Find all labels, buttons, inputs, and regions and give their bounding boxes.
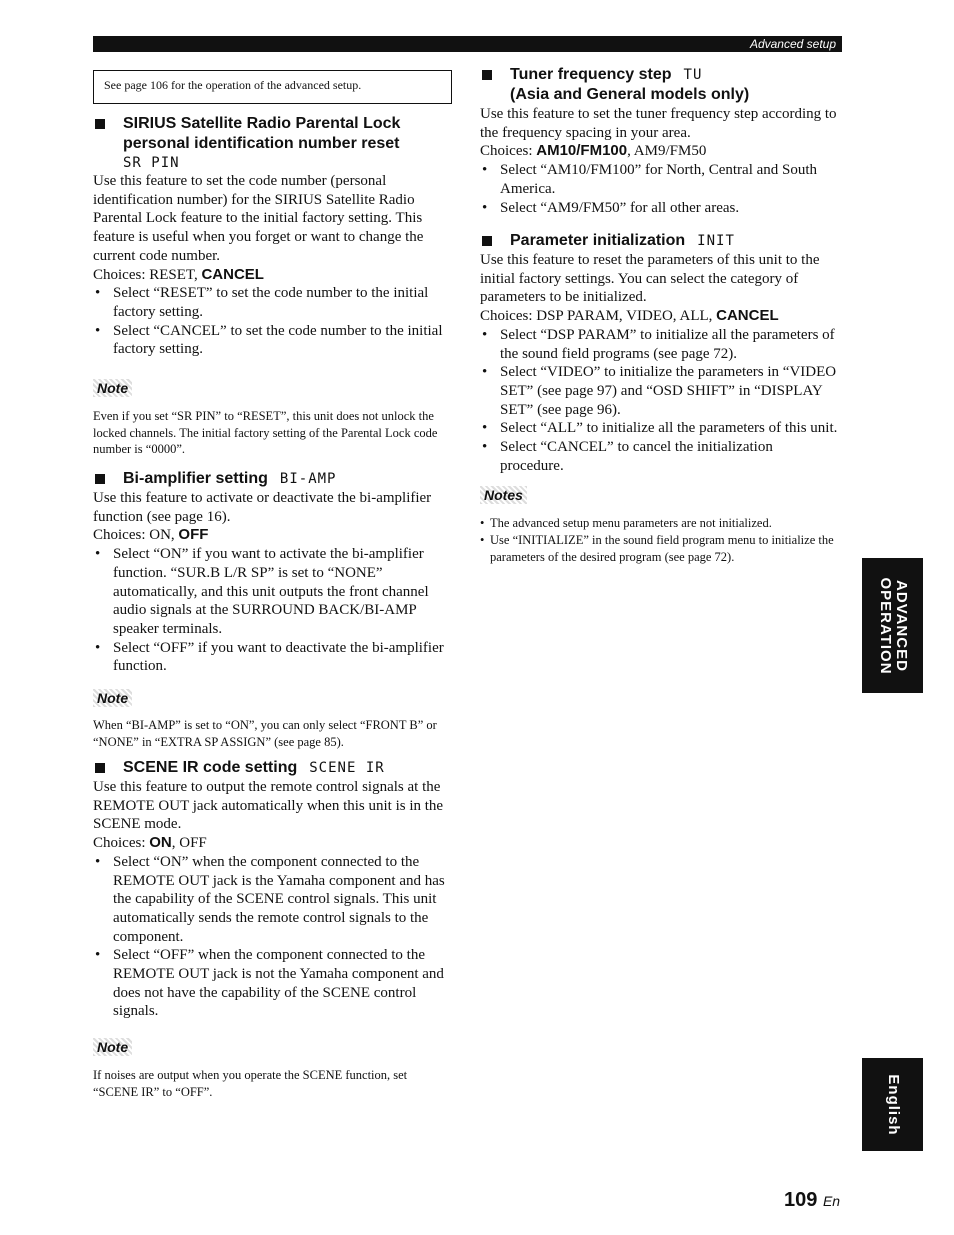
list-item: • Select “CANCEL” to set the code number to the initial factory setting. [95, 322, 443, 358]
list-item: • Select “OFF” if you want to deactivate the bi-amplifier function. [95, 639, 444, 675]
tuner-bullets [480, 161, 840, 217]
section-bullet-icon [95, 119, 105, 129]
advanced-operation-tab[interactable] [862, 558, 923, 693]
section-bullet-icon [95, 763, 105, 773]
page-number: 109 En [784, 1189, 841, 1211]
section-title: Advanced setup [749, 37, 836, 51]
section-bullet-icon [482, 236, 492, 246]
biamp-body: Use this feature to activate or deactivate the bi-amplifier function (see page 16). [93, 490, 432, 525]
param-init-section [480, 231, 840, 566]
note-label: Note [93, 379, 132, 397]
list-item: • The advanced setup menu parameters are not initialized. [480, 516, 772, 531]
tuner-osd: TU [683, 67, 703, 83]
scene-choices: Choices: ON, OFF [93, 834, 207, 852]
tuner-choices: Choices: AM10/FM100, AM9/FM50 [480, 142, 707, 160]
list-item: • Select “ALL” to initialize all the parameters of this unit. [482, 420, 838, 437]
english-label: English [884, 1073, 902, 1136]
sirius-heading [93, 114, 455, 154]
scene-body: Use this feature to output the remote control signals at the REMOTE OUT jack automatically when this unit is in the SCENE mode. [93, 779, 444, 833]
param-init-notes [480, 486, 840, 565]
list-item: • Select “AM10/FM100” for North, Central and South America. [482, 162, 818, 197]
tuner-title-1: Tuner frequency step [510, 66, 672, 83]
param-init-title: Parameter initialization [510, 232, 686, 249]
sirius-note [93, 379, 455, 458]
biamp-osd: BI-AMP [279, 471, 337, 487]
param-init-heading [480, 231, 840, 251]
param-init-bullets [480, 326, 840, 476]
note-label: Note [93, 1038, 132, 1056]
list-item: • Select “ON” if you want to activate the bi-amplifier function. “SUR.B L/R SP” is set to “NONE” automatically, and this unit outputs the front channel audio signals at the SURROUND BACK/BI-AMP speaker terminals. [95, 546, 429, 637]
param-init-body: Use this feature to reset the parameters of this unit to the initial factory settings. You can select the category of parameters to be initialized. [480, 252, 820, 306]
param-init-osd: INIT [697, 233, 735, 249]
param-init-choices: Choices: DSP PARAM, VIDEO, ALL, CANCEL [480, 307, 779, 325]
reference-box: See page 106 for the operation of the advanced setup. [93, 70, 452, 104]
note-text: If noises are output when you operate the SCENE function, set “SCENE IR” to “OFF”. [93, 1068, 408, 1099]
list-item: • Select “DSP PARAM” to initialize all the parameters of the sound field programs (see page 72). [482, 326, 835, 362]
list-item: • Select “ON” when the component connected to the REMOTE OUT jack is the Yamaha component and has the capability of the SCENE control signals. This unit automatically sends the remote control signals to the component. [95, 853, 445, 945]
sirius-osd: SR PIN [123, 155, 180, 171]
sirius-title-2: personal identification number reset [123, 135, 400, 152]
scene-note [93, 1038, 455, 1100]
tuner-body: Use this feature to set the tuner frequency step according to the frequency spacing in your area. [480, 106, 837, 141]
biamp-section [93, 469, 455, 750]
scene-section [93, 758, 455, 1100]
notes-label: Notes [480, 486, 527, 504]
list-item: • Select “RESET” to set the code number to the initial factory setting. [95, 285, 429, 320]
list-item: • Select “CANCEL” to cancel the initialization procedure. [482, 439, 773, 474]
header-bar [93, 36, 842, 52]
section-bullet-icon [482, 70, 492, 80]
sirius-section [93, 114, 455, 458]
scene-osd: SCENE IR [309, 760, 385, 776]
sirius-choices: Choices: RESET, CANCEL [93, 265, 264, 283]
notes-list [480, 515, 840, 565]
biamp-note [93, 689, 455, 750]
sirius-bullets [93, 284, 455, 359]
scene-title: SCENE IR code setting [123, 759, 298, 776]
advanced-operation-label: ADVANCED OPERATION [876, 576, 910, 675]
biamp-bullets [93, 545, 455, 676]
biamp-heading [93, 469, 455, 489]
note-text: When “BI-AMP” is set to “ON”, you can only select “FRONT B” or “NONE” in “EXTRA SP ASSIGN” (see page 85). [93, 718, 437, 749]
tuner-title-2: (Asia and General models only) [510, 86, 750, 103]
sirius-title-1: SIRIUS Satellite Radio Parental Lock [123, 115, 401, 132]
tuner-section [480, 65, 840, 217]
sirius-body: Use this feature to set the code number (personal identification number) for the SIRIUS Satellite Radio Parental Lock feature to the initial factory setting. This feature is useful when you forget or want to change the current code number. [93, 173, 424, 264]
list-item: • Select “VIDEO” to initialize the parameters in “VIDEO SET” (see page 97) and “OSD SHIFT” in “DISPLAY SET” (see page 96). [482, 364, 837, 418]
section-bullet-icon [95, 474, 105, 484]
scene-heading [93, 758, 455, 778]
list-item: • Select “AM9/FM50” for all other areas. [482, 199, 740, 216]
biamp-choices: Choices: ON, OFF [93, 526, 209, 544]
tuner-heading [480, 65, 840, 105]
note-text: Even if you set “SR PIN” to “RESET”, this unit does not unlock the locked channels. The initial factory setting of the Parental Lock code number is “0000”. [93, 409, 438, 457]
list-item: • Select “OFF” when the component connected to the REMOTE OUT jack is not the Yamaha component and does not have the capability of the SCENE control signals. [95, 947, 444, 1020]
english-tab[interactable] [862, 1058, 923, 1151]
scene-bullets [93, 853, 455, 1021]
note-label: Note [93, 689, 132, 707]
list-item: • Use “INITIALIZE” in the sound field program menu to initialize the parameters of the desired program (see page 72). [480, 533, 834, 565]
biamp-title: Bi-amplifier setting [123, 470, 268, 487]
